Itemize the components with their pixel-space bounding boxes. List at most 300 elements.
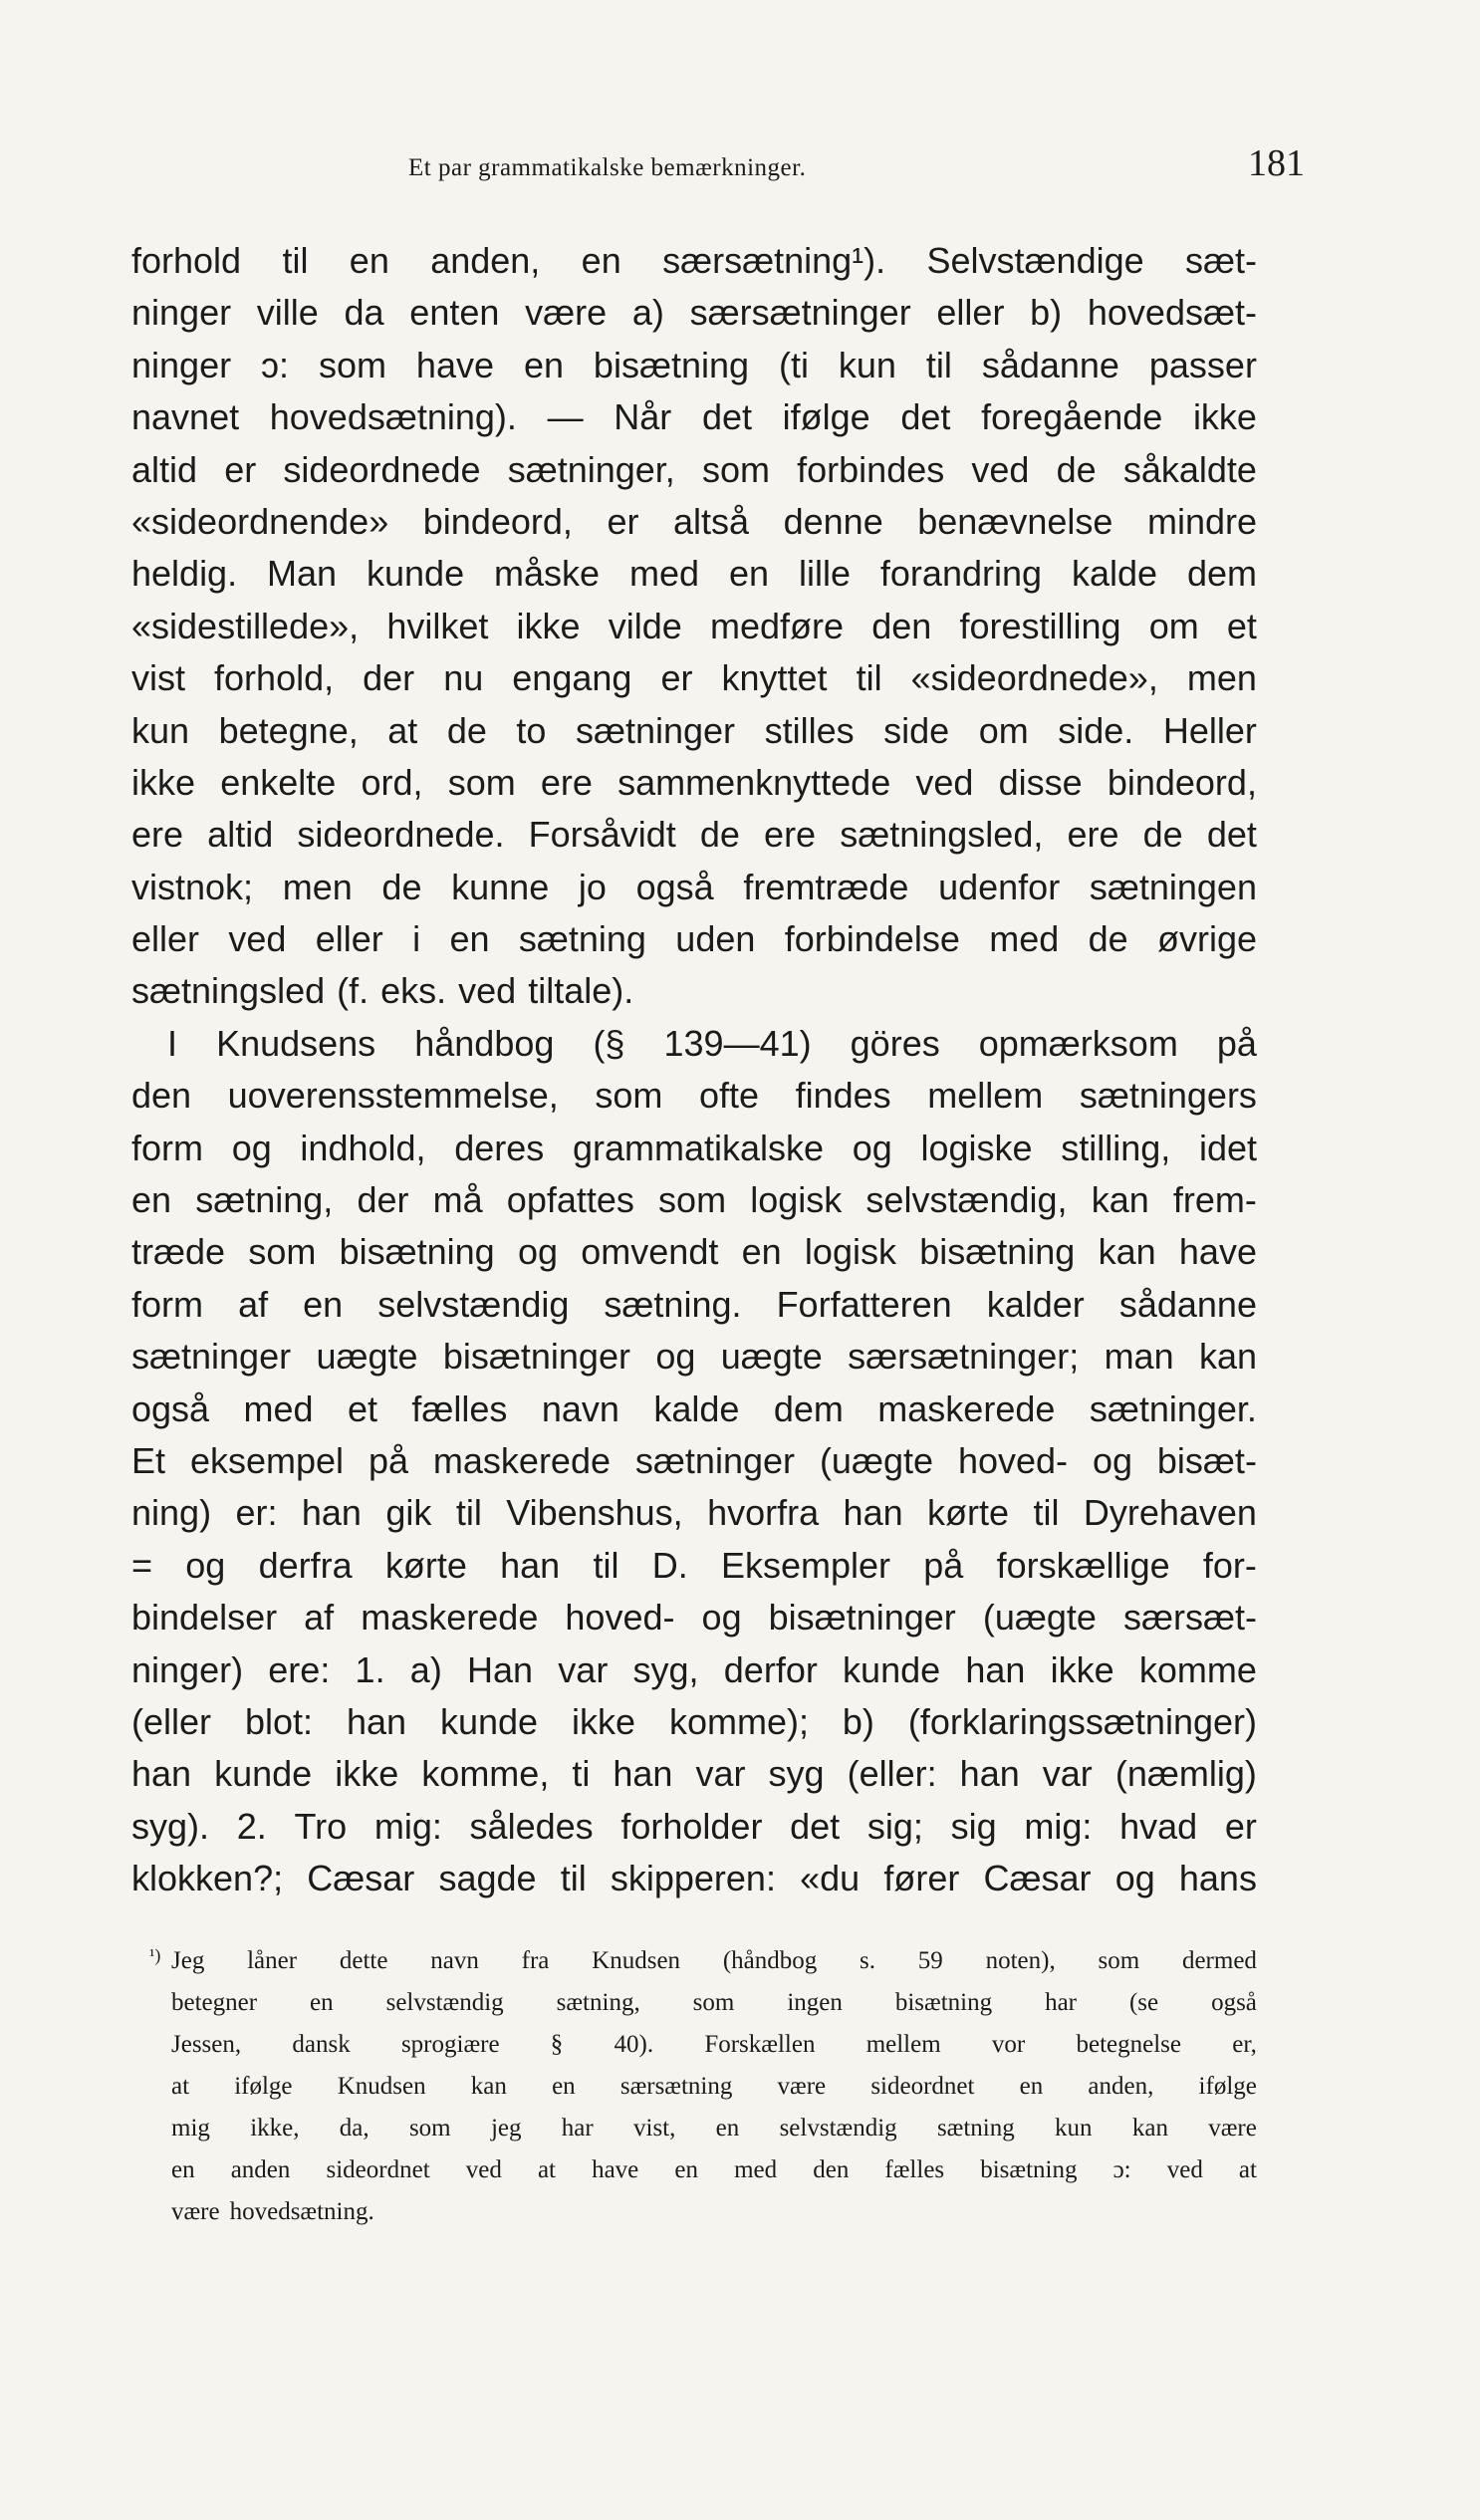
word: —	[547, 396, 584, 438]
text-line	[131, 1435, 1257, 1487]
word: som	[248, 1231, 317, 1273]
word: ville	[256, 292, 319, 334]
word: ikke,	[250, 2115, 300, 2142]
word: sætninger.	[1089, 1387, 1257, 1429]
word: engang	[512, 657, 632, 699]
word: har	[561, 2115, 594, 2142]
word: ning)	[131, 1492, 212, 1534]
word: a)	[631, 292, 664, 334]
word: altså	[673, 500, 750, 542]
word: heldig.	[131, 553, 238, 595]
word: i	[412, 918, 421, 960]
word: ere	[1067, 814, 1119, 856]
text-line	[131, 1853, 1257, 1904]
word: ved	[228, 918, 287, 960]
word: at	[387, 709, 418, 751]
word: bindelser	[131, 1597, 278, 1638]
text-line	[131, 1123, 1257, 1174]
word: de	[699, 814, 740, 856]
word: lille	[798, 553, 851, 595]
word: ingen	[787, 1989, 843, 2016]
word: kunde	[367, 553, 465, 595]
word: have	[592, 2156, 639, 2183]
word: ifølge	[1198, 2073, 1257, 2100]
word: (næmlig)	[1114, 1753, 1257, 1795]
text-line	[131, 601, 1257, 652]
word: jo	[578, 866, 607, 907]
word: og	[1114, 1858, 1155, 1899]
word: medføre	[709, 605, 845, 646]
word: Forsåvidt	[528, 814, 676, 856]
word: og	[701, 1597, 742, 1638]
word: 2.	[236, 1805, 267, 1847]
word: ere	[131, 814, 184, 856]
word: dem	[1186, 553, 1257, 595]
word: derfra	[258, 1544, 353, 1586]
word: særsætninger;	[848, 1336, 1080, 1378]
word: kunde	[439, 1700, 539, 1742]
word: logisk	[750, 1179, 843, 1221]
word: (eller	[131, 1700, 212, 1742]
word: håndbog	[414, 1022, 555, 1064]
word: noten),	[985, 1947, 1056, 1974]
word: måske	[494, 553, 601, 595]
footnote-line	[171, 2066, 1257, 2108]
word: sagde	[438, 1858, 537, 1899]
word: uden	[675, 918, 756, 960]
word: ved	[971, 448, 1030, 490]
word: Heller	[1162, 709, 1257, 751]
word: han	[346, 1700, 407, 1742]
text-line	[131, 391, 1257, 443]
text-line	[131, 444, 1257, 496]
word: såkaldte	[1122, 448, 1257, 490]
word: ere:	[268, 1648, 331, 1690]
word: en	[1019, 2073, 1044, 2100]
word: a)	[409, 1648, 442, 1690]
word: benævnelse	[917, 500, 1113, 542]
text-line	[131, 1748, 1257, 1800]
word: eller	[936, 292, 1005, 334]
word: uægte	[316, 1336, 418, 1378]
word: det	[790, 1805, 841, 1847]
text-line	[131, 235, 1257, 287]
word: eller	[315, 918, 383, 960]
word: hoved-	[957, 1439, 1069, 1481]
word: navnet	[131, 396, 240, 438]
word: passer	[1148, 344, 1257, 385]
word: mig:	[1024, 1805, 1093, 1847]
word: dem	[773, 1387, 844, 1429]
word: eks.	[380, 970, 447, 1012]
word: der	[357, 1179, 409, 1221]
word: træde	[131, 1231, 226, 1273]
text-line	[131, 1644, 1257, 1696]
word: en	[728, 553, 770, 595]
word: logiske	[920, 1127, 1033, 1168]
word: bisætning	[894, 1989, 993, 2016]
word: §	[550, 2031, 564, 2058]
word: på	[923, 1544, 964, 1586]
word: «du	[800, 1858, 861, 1899]
word: Han	[467, 1648, 534, 1690]
word: særsæt-	[1122, 1597, 1257, 1638]
word: var	[558, 1648, 609, 1690]
text-line	[131, 705, 1257, 757]
word: nu	[443, 657, 484, 699]
word: (uægte	[819, 1439, 934, 1481]
word: med	[629, 553, 700, 595]
word: ninger	[131, 292, 232, 334]
word: en	[310, 1989, 334, 2016]
word: «sideordnende»	[131, 500, 389, 542]
footnote-line	[171, 2191, 1257, 2233]
word: ved	[465, 2156, 502, 2183]
word: ɔ:	[261, 344, 290, 385]
word: være	[525, 292, 608, 334]
word: hvorfra	[707, 1492, 820, 1534]
word: (§	[593, 1022, 625, 1064]
word: ofte	[698, 1075, 760, 1117]
word: være	[171, 2198, 220, 2225]
word: som	[408, 2115, 451, 2142]
word: s.	[860, 1947, 876, 1974]
word: hvad	[1119, 1805, 1198, 1847]
word: sig;	[866, 1805, 923, 1847]
word: ninger	[131, 344, 232, 385]
word: sideordnet	[870, 2073, 975, 2100]
word: vist,	[633, 2115, 676, 2142]
word: også	[635, 866, 714, 907]
word: en	[303, 1283, 344, 1325]
footnote-line	[171, 2108, 1257, 2149]
text-line	[131, 1279, 1257, 1331]
word: omvendt	[581, 1231, 719, 1273]
word: bindeord,	[1107, 761, 1257, 803]
word: og	[185, 1544, 226, 1586]
word: kalder	[986, 1283, 1085, 1325]
word: side	[883, 709, 950, 751]
word: øvrige	[1156, 918, 1257, 960]
word: bisætning	[593, 344, 750, 385]
word: (uægte	[982, 1597, 1097, 1638]
word: ikke	[131, 761, 196, 803]
word: med	[243, 1387, 314, 1429]
word: en	[741, 1231, 782, 1273]
word: kunde	[843, 1648, 941, 1690]
word: vistnok;	[131, 866, 254, 907]
word: må	[432, 1179, 483, 1221]
word: og	[852, 1127, 892, 1168]
text-line	[131, 809, 1257, 861]
word: er	[1224, 1805, 1257, 1847]
word: kunne	[451, 866, 550, 907]
word: b)	[842, 1700, 874, 1742]
word: syg).	[131, 1805, 210, 1847]
word: særsætning¹).	[662, 240, 886, 281]
body-text	[131, 235, 1257, 1905]
word: sætninger	[575, 709, 736, 751]
word: forhold	[131, 240, 242, 281]
word: Tro	[294, 1805, 348, 1847]
word: sætning,	[195, 1179, 334, 1221]
word: to	[516, 709, 547, 751]
word: grammatikalske	[572, 1127, 825, 1168]
word: jeg	[490, 2115, 522, 2142]
word: kun	[131, 709, 190, 751]
word: forandring	[879, 553, 1043, 595]
word: Et	[131, 1439, 166, 1481]
word: var	[695, 1753, 746, 1795]
word: sprogiære	[400, 2031, 500, 2058]
word: den	[871, 605, 932, 646]
word: frem-	[1172, 1179, 1257, 1221]
footnote-marker: ¹)	[149, 1945, 161, 1965]
word: låner	[247, 1947, 298, 1974]
word: kan	[1098, 1231, 1156, 1273]
word: bisætning	[339, 1231, 495, 1273]
word: blot:	[244, 1700, 313, 1742]
word: skipperen:	[610, 1858, 776, 1899]
word: selvstændig	[377, 1283, 570, 1325]
word: som	[447, 761, 516, 803]
word: have	[415, 344, 494, 385]
word: særsætning	[619, 2073, 733, 2100]
text-line	[131, 1331, 1257, 1383]
word: Vibenshus,	[506, 1492, 683, 1534]
word: og	[655, 1336, 696, 1378]
word: som	[692, 1989, 735, 2016]
word: udenfor	[938, 866, 1061, 907]
word: Jeg	[171, 1947, 205, 1974]
word: 139—41)	[663, 1022, 812, 1064]
word: vilde	[608, 605, 682, 646]
word: I	[167, 1022, 178, 1064]
word: og	[1092, 1439, 1132, 1481]
text-line	[131, 287, 1257, 339]
word: kørte	[927, 1492, 1010, 1534]
word: de	[446, 709, 487, 751]
word: på	[1216, 1022, 1257, 1064]
word: på	[368, 1439, 408, 1481]
word: for-	[1202, 1544, 1257, 1586]
word: ifølge	[234, 2073, 293, 2100]
word: komme,	[421, 1753, 550, 1795]
running-title: Et par grammatikalske bemærkninger.	[408, 154, 807, 181]
word: eksempel	[189, 1439, 345, 1481]
word: det	[900, 396, 951, 438]
word: Cæsar	[983, 1858, 1092, 1899]
word: en	[349, 240, 389, 281]
word: de	[1056, 448, 1097, 490]
word: navn	[541, 1387, 619, 1429]
text-line	[131, 1487, 1257, 1539]
word: opmærksom	[978, 1022, 1178, 1064]
word: men	[1186, 657, 1257, 699]
word: Forskællen	[704, 2031, 816, 2058]
word: til	[925, 344, 952, 385]
word: ikke	[1050, 1648, 1114, 1690]
word: fører	[883, 1858, 960, 1899]
word: kun	[838, 344, 896, 385]
word: betegner	[171, 1989, 258, 2016]
word: sætning	[936, 2115, 1015, 2142]
word: deres	[454, 1127, 545, 1168]
word: til	[560, 1858, 587, 1899]
word: ikke	[571, 1700, 636, 1742]
word: som	[1098, 1947, 1140, 1974]
word: Jessen,	[171, 2031, 242, 2058]
word: sammenknyttede	[617, 761, 891, 803]
word: han	[613, 1753, 673, 1795]
word: forbindes	[797, 448, 945, 490]
word: selvstændig,	[865, 1179, 1068, 1221]
word: vor	[991, 2031, 1026, 2058]
word: sådanne	[1118, 1283, 1257, 1325]
word: anden,	[430, 240, 541, 281]
word: D.	[651, 1544, 688, 1586]
word: Dyrehaven	[1083, 1492, 1257, 1534]
text-line	[131, 1540, 1257, 1592]
text-line	[131, 652, 1257, 704]
word: «sideordnede»,	[910, 657, 1158, 699]
text-line	[131, 1018, 1257, 1070]
word: en	[715, 2115, 740, 2142]
word: anden,	[1088, 2073, 1154, 2100]
word: Selvstændige	[926, 240, 1144, 281]
word: Man	[267, 553, 338, 595]
word: eller	[131, 918, 200, 960]
word: foregående	[981, 396, 1163, 438]
text-line	[131, 1226, 1257, 1278]
word: betegnelse	[1076, 2031, 1181, 2058]
word: kalde	[1071, 553, 1158, 595]
word: «sidestillede»,	[131, 605, 360, 646]
word: mig:	[373, 1805, 442, 1847]
word: kan	[1131, 2115, 1168, 2142]
word: forskællige	[996, 1544, 1170, 1586]
word: og	[517, 1231, 558, 1273]
word: ere	[764, 814, 817, 856]
word: ved	[1166, 2156, 1203, 2183]
word: sætningsled	[131, 970, 326, 1012]
text-line	[131, 862, 1257, 913]
word: derfor	[723, 1648, 818, 1690]
word: sætninger,	[507, 448, 675, 490]
word: disse	[998, 761, 1083, 803]
word: han	[959, 1753, 1020, 1795]
text-line	[131, 913, 1257, 965]
word: fælles	[411, 1387, 508, 1429]
word: opfattes	[506, 1179, 634, 1221]
word: kan	[1091, 1179, 1149, 1221]
word: som	[701, 448, 770, 490]
word: bisæt-	[1156, 1439, 1257, 1481]
word: ere	[540, 761, 593, 803]
word: kan	[1198, 1336, 1257, 1378]
text-line	[131, 1174, 1257, 1226]
word: maskerede	[877, 1387, 1056, 1429]
word: 40).	[614, 2031, 654, 2058]
footnote-line	[149, 1940, 1257, 1982]
word: til	[593, 1544, 619, 1586]
word: form	[131, 1283, 203, 1325]
word: sig	[950, 1805, 997, 1847]
word: ɔ:	[1112, 2156, 1131, 2183]
word: maskerede	[361, 1597, 539, 1638]
word: forestilling	[959, 605, 1121, 646]
word: =	[131, 1544, 153, 1586]
word: en	[581, 240, 621, 281]
word: enkelte	[220, 761, 337, 803]
word: forholder	[620, 1805, 763, 1847]
word: om	[978, 709, 1029, 751]
word: også	[1211, 1989, 1257, 2016]
word: er,	[1232, 2031, 1257, 2058]
word: ved	[458, 970, 517, 1012]
word: sådanne	[981, 344, 1119, 385]
word: særsætninger	[689, 292, 911, 334]
footnote-line	[171, 1982, 1257, 2024]
word: kørte	[384, 1544, 467, 1586]
word: hovedsætning.	[229, 2198, 374, 2225]
word: den	[813, 2156, 850, 2183]
word: komme	[1138, 1648, 1257, 1690]
running-header	[408, 141, 1305, 185]
word: som	[658, 1179, 727, 1221]
word: Knudsen	[592, 1947, 681, 1974]
word: (håndbog	[722, 1947, 818, 1974]
word: til	[282, 240, 309, 281]
word: altid	[131, 448, 198, 490]
word: side.	[1058, 709, 1134, 751]
word: betegne,	[218, 709, 359, 751]
word: (forklaringssætninger)	[907, 1700, 1257, 1742]
word: en	[171, 2156, 195, 2183]
word: mellem	[927, 1075, 1044, 1117]
word: have	[1178, 1231, 1257, 1273]
word: sætning.	[604, 1283, 742, 1325]
text-line	[131, 340, 1257, 391]
word: et	[1226, 605, 1257, 646]
word: forbindelse	[784, 918, 960, 960]
word: men	[282, 866, 353, 907]
word: syg	[768, 1753, 825, 1795]
word: gik	[385, 1492, 432, 1534]
word: kalde	[653, 1387, 740, 1429]
footnote-line	[171, 2024, 1257, 2066]
word: en	[674, 2156, 698, 2183]
word: mellem	[865, 2031, 941, 2058]
word: komme);	[668, 1700, 809, 1742]
word: stilling,	[1061, 1127, 1171, 1168]
word: de	[1142, 814, 1183, 856]
word: Forfatteren	[776, 1283, 952, 1325]
word: han	[301, 1492, 362, 1534]
word: hvilket	[386, 605, 489, 646]
footnote-line	[171, 2149, 1257, 2191]
word: sætninger	[634, 1439, 796, 1481]
word: dermed	[1181, 1947, 1257, 1974]
word: navn	[430, 1947, 479, 1974]
word: bisætning	[980, 2156, 1078, 2183]
word: form	[131, 1127, 203, 1168]
word: det	[701, 396, 752, 438]
word: bisætninger	[442, 1336, 630, 1378]
word: om	[1148, 605, 1199, 646]
text-line	[131, 1070, 1257, 1122]
word: forhold,	[214, 657, 335, 699]
